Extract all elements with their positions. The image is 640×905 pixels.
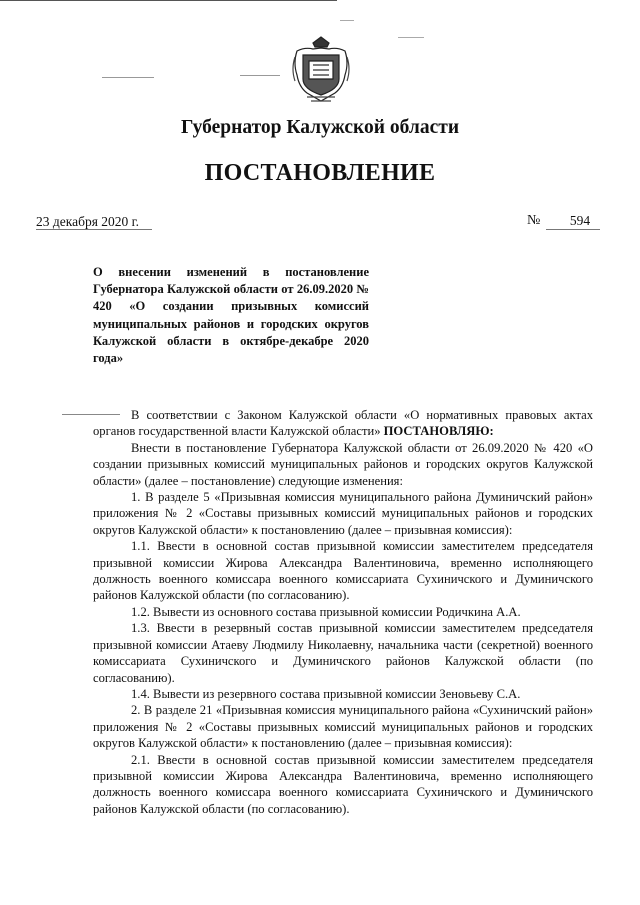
paragraph: 1.3. Ввести в резервный состав призывной комиссии заместителем председателя призывной комиссии Атаеву Людмилу Николаевну, начальника части (секретной) военного комиссариата Сухиничского и Думиничского районов Калужской области (по согласованию). xyxy=(93,621,593,685)
strike-line xyxy=(0,0,337,1)
number-underline xyxy=(546,229,600,230)
document-body xyxy=(93,407,593,817)
scan-line xyxy=(102,77,154,78)
decree-keyword: ПОСТАНОВЛЯЮ: xyxy=(383,424,494,439)
date-underline xyxy=(36,229,152,230)
document-subject: О внесении изменений в постановление Губернатора Калужской области от 26.09.2020 № 420 «О создании призывных комиссий муниципальных районов и городских округов Калужской области в октябре-декабре 2020 года» xyxy=(93,265,369,366)
paragraph: 1. В разделе 5 «Призывная комиссия муниципального района Думиничский район» приложения № 2 «Составы призывных комиссий муниципальных районов и городских округов Калужской области» к постановлению (далее – призывная комиссия): xyxy=(93,490,593,537)
paragraph: Внести в постановление Губернатора Калужской области от 26.09.2020 № 420 «О создании призывных комиссий муниципальных районов и городских округов Калужской области» (далее – постановление) следующие изменения: xyxy=(93,440,593,488)
paragraph: 1.4. Вывести из резервного состава призывной комиссии Зеновьеву С.А. xyxy=(131,686,521,701)
scan-line xyxy=(398,37,424,38)
scan-line xyxy=(340,20,354,21)
kaluga-coat-of-arms-icon xyxy=(289,35,353,107)
paragraph: 2. В разделе 21 «Призывная комиссия муниципального района «Сухиничский район» приложения № 2 «Составы призывных комиссий муниципальных районов и городских округов Калужской области» к постановлению (далее – призывная комиссия): xyxy=(93,703,593,751)
scan-line xyxy=(240,75,280,76)
document-number: 594 xyxy=(569,213,591,228)
document-type: ПОСТАНОВЛЕНИЕ xyxy=(204,160,436,186)
paragraph: 1.2. Вывести из основного состава призывной комиссии Родичкина А.А. xyxy=(131,604,521,619)
governor-title: Губернатор Калужской области xyxy=(180,117,460,138)
paragraph: 2.1. Ввести в основной состав призывной комиссии заместителем председателя призывной комиссии Жирова Александра Валентиновича, временно исполняющего должность военного комиссара военного комиссариата Сухиничского и Думиничского районов Калужской области (по согласованию). xyxy=(93,752,593,816)
paragraph-preamble: В соответствии с Законом Калужской области «О нормативных правовых актах органов государственной власти Калужской области» ПОСТАНОВЛЯЮ: xyxy=(93,408,593,439)
document-date: 23 декабря 2020 г. xyxy=(36,214,140,229)
paragraph: 1.1. Ввести в основной состав призывной комиссии заместителем председателя призывной комиссии Жирова Александра Валентиновича, временно исполняющего должность военного комиссара военного комиссариата Сухиничского и Думиничского районов Калужской области (по согласованию). xyxy=(93,539,593,603)
number-sign: № xyxy=(527,213,541,228)
